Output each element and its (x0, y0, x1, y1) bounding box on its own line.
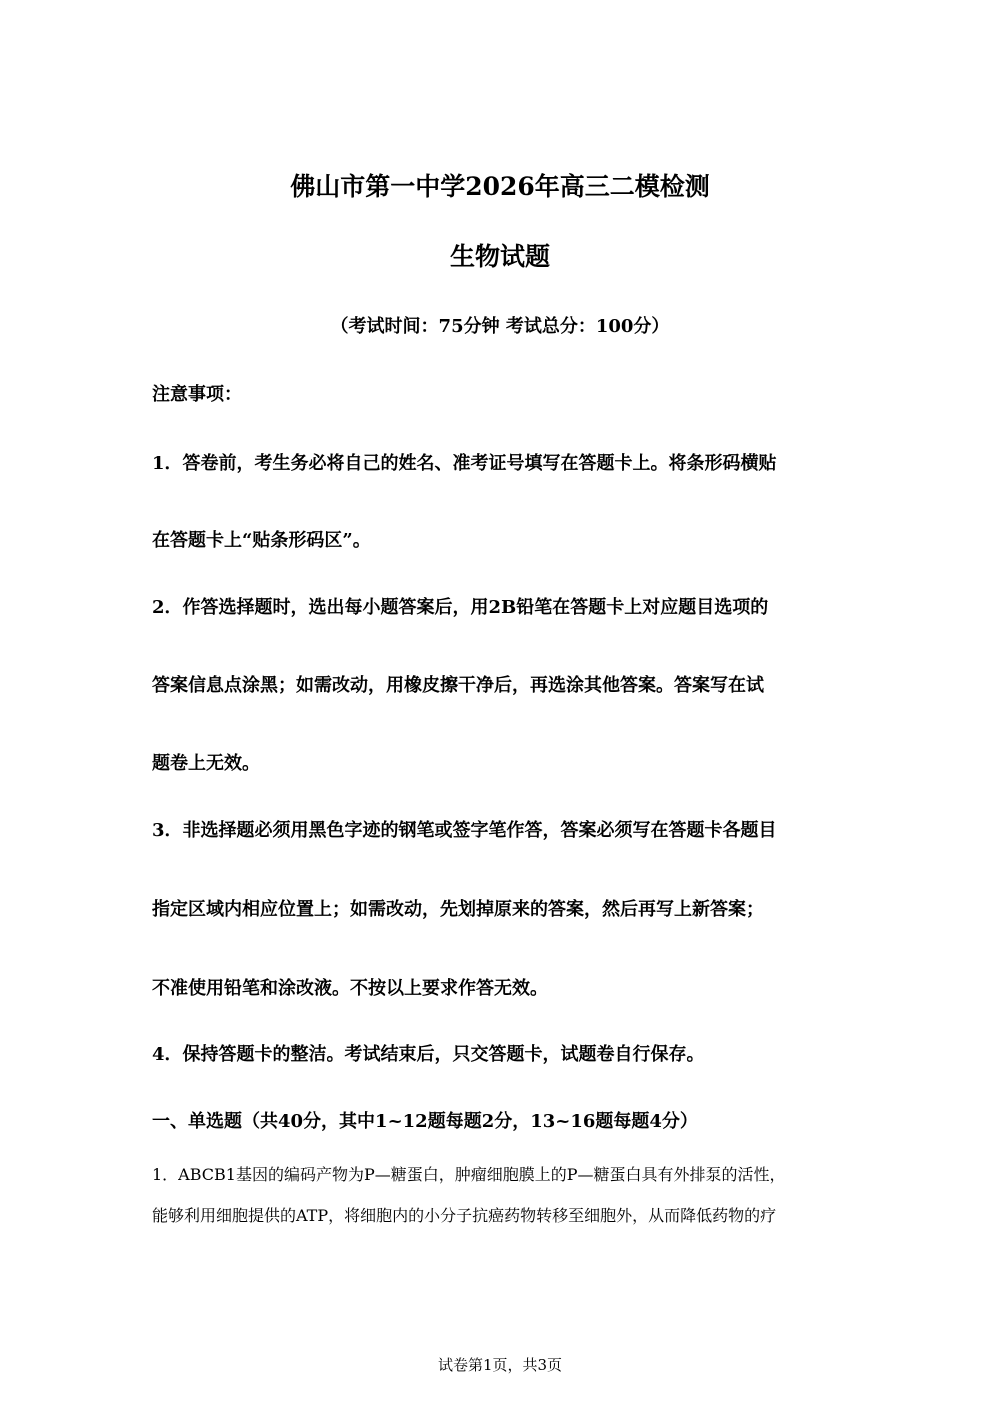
notice-heading: 注意事项： (152, 384, 242, 405)
page-footer: 试卷第1页，共3页 (437, 1356, 563, 1374)
notice-line: 在答题卡上“贴条形码区”。 (152, 530, 371, 551)
section-heading: 一、单选题（共40分，其中1~12题每题2分，13~16题每题4分） (152, 1111, 698, 1132)
notice-line: 1．答卷前，考生务必将自己的姓名、准考证号填写在答题卡上。将条形码横贴 (152, 453, 777, 474)
question-line: 1．ABCB1基因的编码产物为P—糖蛋白，肿瘤细胞膜上的P—糖蛋白具有外排泵的活性， (152, 1165, 786, 1184)
exam-info: （考试时间：75分钟 考试总分：100分） (330, 316, 670, 337)
notice-line: 指定区域内相应位置上；如需改动，先划掉原来的答案，然后再写上新答案； (152, 899, 764, 920)
notice-line: 答案信息点涂黑；如需改动，用橡皮擦干净后，再选涂其他答案。答案写在试 (152, 675, 764, 696)
notice-line: 题卷上无效。 (152, 753, 260, 774)
notice-line: 2．作答选择题时，选出每小题答案后，用2B铅笔在答题卡上对应题目选项的 (152, 597, 769, 618)
exam-subtitle: 生物试题 (449, 242, 550, 271)
notice-line: 3．非选择题必须用黑色字迹的钢笔或签字笔作答，答案必须写在答题卡各题目 (152, 820, 777, 841)
notice-line: 4．保持答题卡的整洁。考试结束后，只交答题卡，试题卷自行保存。 (152, 1044, 705, 1065)
question-line: 能够利用细胞提供的ATP，将细胞内的小分子抗癌药物转移至细胞外，从而降低药物的疗 (152, 1206, 777, 1225)
notice-line: 不准使用铅笔和涂改液。不按以上要求作答无效。 (152, 978, 548, 999)
exam-title: 佛山市第一中学2026年高三二模检测 (290, 172, 710, 201)
